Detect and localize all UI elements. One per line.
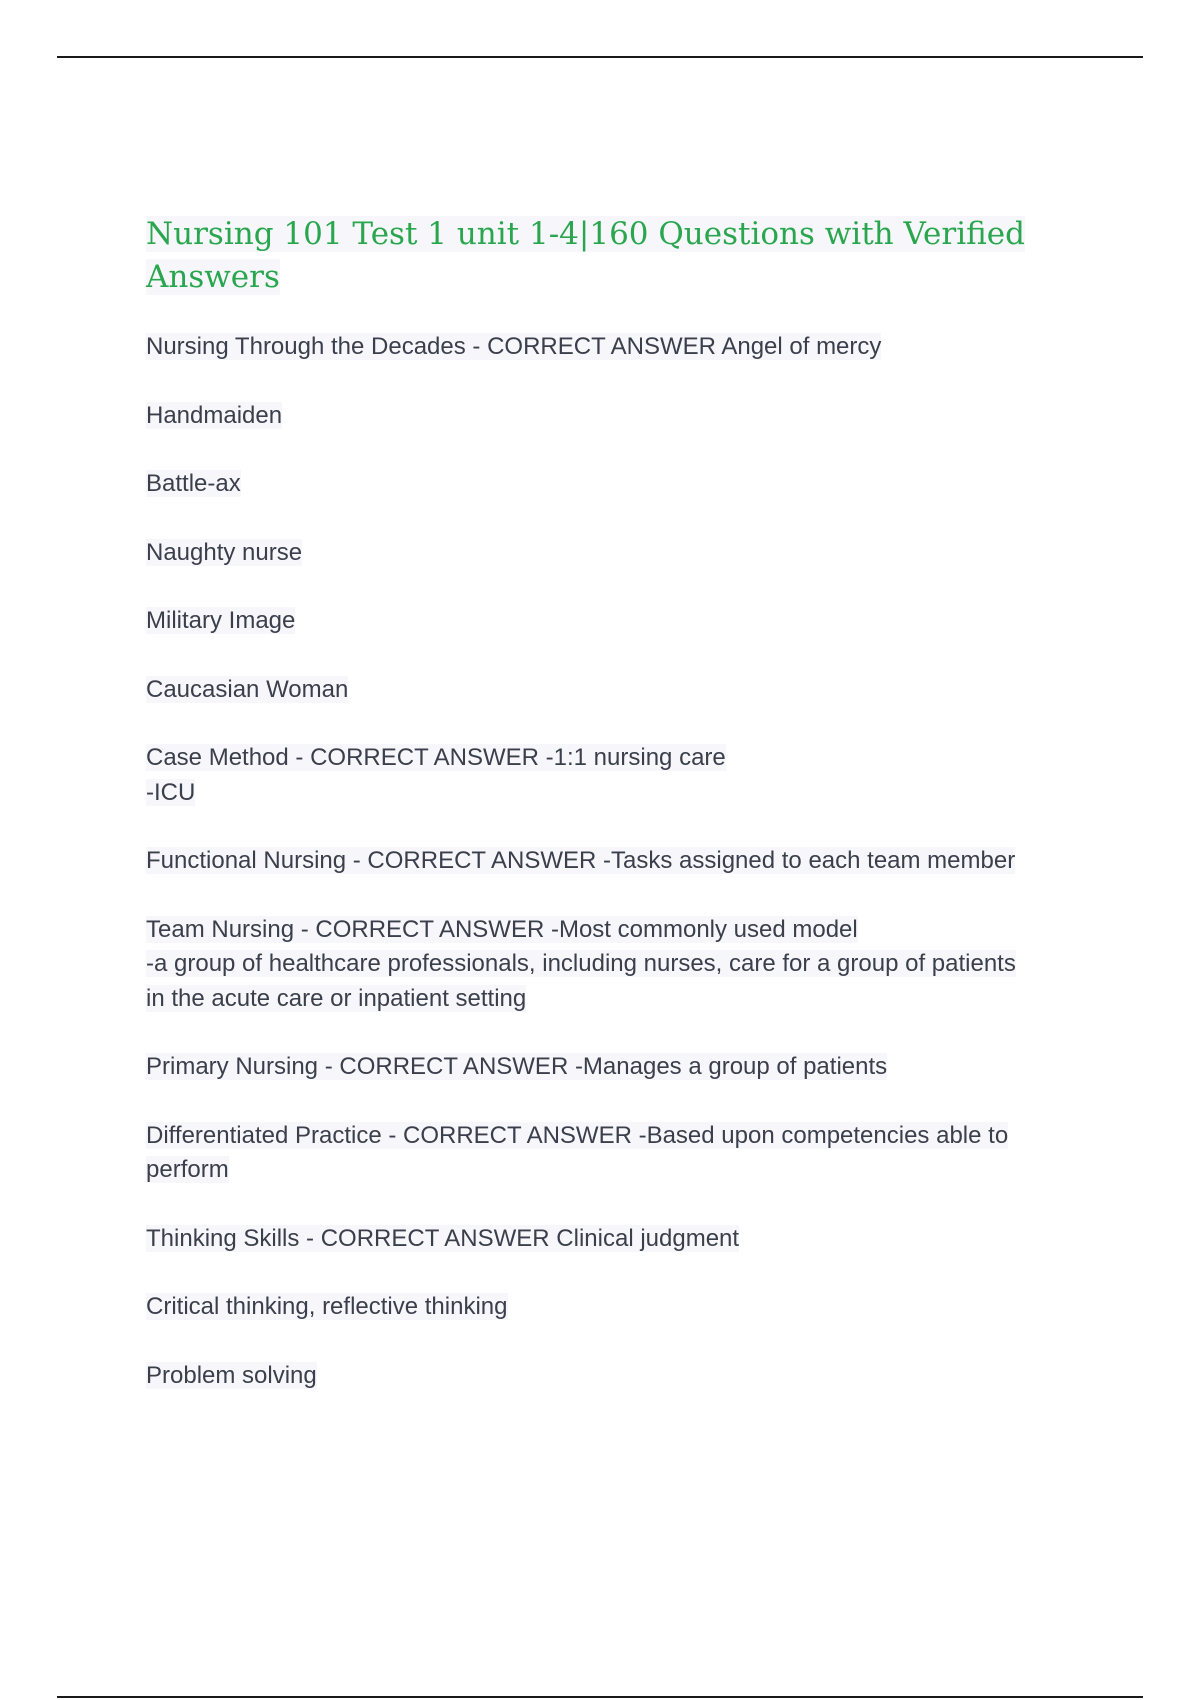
qa-entry-line: [146, 673, 1096, 708]
qa-entry-line: [146, 1050, 1096, 1085]
qa-entry: [146, 1050, 1096, 1085]
qa-entry-line: [146, 399, 1096, 434]
qa-entry-line: [146, 604, 1096, 639]
qa-entry: [146, 673, 1096, 708]
qa-entry-line: [146, 982, 1096, 1017]
qa-entry-text: Military Image: [146, 607, 296, 634]
qa-entry-text: Handmaiden: [146, 401, 283, 429]
qa-entry-line: [146, 536, 1096, 571]
qa-entry: [146, 741, 1096, 810]
qa-entry-list: [146, 330, 1096, 1393]
page-top-rule: [57, 56, 1143, 58]
qa-entry-line: [146, 776, 1096, 811]
qa-entry: [146, 399, 1096, 434]
qa-entry-line: [146, 467, 1096, 502]
qa-entry: [146, 1119, 1096, 1188]
qa-entry-text: Thinking Skills - CORRECT ANSWER Clinical judgment: [146, 1224, 740, 1252]
qa-entry-text: Differentiated Practice - CORRECT ANSWER -Based upon competencies able to: [146, 1121, 1009, 1149]
qa-entry-line: [146, 913, 1096, 948]
qa-entry-text: Team Nursing - CORRECT ANSWER -Most commonly used model: [146, 915, 858, 943]
document-title-text: Nursing 101 Test 1 unit 1-4|160 Questions with Verified Answers: [146, 216, 1025, 295]
qa-entry-text: Caucasian Woman: [146, 675, 349, 703]
qa-entry: [146, 604, 1096, 639]
qa-entry-line: [146, 1222, 1096, 1257]
qa-entry-text: -a group of healthcare professionals, including nurses, care for a group of patients: [146, 950, 1016, 977]
qa-entry-line: [146, 844, 1096, 879]
qa-entry-text: Problem solving: [146, 1361, 317, 1389]
document-title: [146, 213, 1096, 299]
qa-entry-text: Battle-ax: [146, 470, 241, 497]
document-body: [146, 213, 1096, 1427]
qa-entry-text: Naughty nurse: [146, 538, 303, 566]
qa-entry: [146, 536, 1096, 571]
qa-entry: [146, 1359, 1096, 1394]
qa-entry: [146, 467, 1096, 502]
qa-entry-text: in the acute care or inpatient setting: [146, 984, 527, 1012]
qa-entry-text: perform: [146, 1156, 229, 1183]
qa-entry-line: [146, 1290, 1096, 1325]
qa-entry: [146, 330, 1096, 365]
qa-entry-text: Primary Nursing - CORRECT ANSWER -Manages a group of patients: [146, 1053, 888, 1080]
qa-entry-line: [146, 947, 1096, 982]
qa-entry-line: [146, 330, 1096, 365]
qa-entry-text: Case Method - CORRECT ANSWER -1:1 nursing care: [146, 744, 726, 771]
qa-entry: [146, 1222, 1096, 1257]
qa-entry-line: [146, 1359, 1096, 1394]
qa-entry-text: Nursing Through the Decades - CORRECT ANSWER Angel of mercy: [146, 333, 882, 360]
qa-entry-line: [146, 741, 1096, 776]
qa-entry: [146, 913, 1096, 1017]
qa-entry-line: [146, 1153, 1096, 1188]
qa-entry-line: [146, 1119, 1096, 1154]
qa-entry: [146, 1290, 1096, 1325]
qa-entry-text: -ICU: [146, 778, 196, 806]
qa-entry-text: Functional Nursing - CORRECT ANSWER -Tasks assigned to each team member: [146, 847, 1016, 874]
qa-entry: [146, 844, 1096, 879]
qa-entry-text: Critical thinking, reflective thinking: [146, 1293, 508, 1320]
page-bottom-rule: [57, 1696, 1143, 1698]
